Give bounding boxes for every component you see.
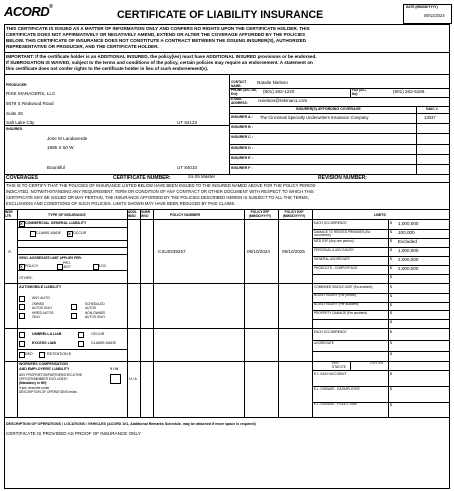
owned-autos-label: OWNED AUTOS ONLY (32, 302, 53, 310)
divider (17, 349, 127, 350)
divider (388, 219, 389, 417)
coverages-label: COVERAGES (6, 175, 38, 181)
wc-question-2: OFFICER/MEMBER EXCLUDED? (19, 377, 68, 381)
policy-label: POLICY (25, 264, 39, 268)
divider (17, 227, 127, 228)
divider (17, 254, 127, 255)
notice-line-3: BELOW. THIS CERTIFICATE OF INSURANCE DOES NOT CONSTITUTE A CONTRACT BETWEEN THE ISSUING INSURER(S), AUTHORIZED (6, 38, 307, 43)
wc-question-4: If yes, describe under (19, 386, 50, 390)
dollar-sign: $ (390, 275, 392, 279)
phone-label: PHONE (A/C, No, Ext): (231, 88, 257, 96)
dollar-sign: $ (390, 239, 392, 243)
hired-autos-checkbox[interactable] (19, 313, 25, 319)
wc-label-1: WORKERS COMPENSATION (19, 362, 68, 366)
auto-limit-label: BODILY INJURY (Per accident) (314, 302, 359, 307)
divider (4, 219, 450, 220)
gl-policy-number: CSU0239267 (158, 249, 186, 254)
insured-city: Bountiful (47, 165, 65, 170)
wc-question-3: (Mandatory in NH) (19, 381, 47, 385)
divider (4, 209, 450, 210)
auto-limit-label: PROPERTY DAMAGE (Per accident) (314, 310, 367, 315)
dollar-sign: $ (390, 230, 392, 234)
wc-label-2: AND EMPLOYERS' LIABILITY (19, 367, 70, 371)
divider (4, 283, 450, 284)
col-ltr: INSR LTR (5, 210, 13, 218)
hired-autos-label: HIRED AUTOS ONLY (32, 311, 54, 319)
naic-label: NAIC # (426, 107, 438, 111)
umbrella-limit-label: AGGREGATE (314, 340, 334, 345)
dollar-sign: $ (390, 341, 392, 345)
insurer-label: INSURER D : (231, 145, 253, 150)
claims-made-label: CLAIMS-MADE (36, 231, 61, 235)
umbrella-limit-label: EACH OCCURRENCE (314, 329, 347, 334)
insured-address: 1985 S 50 W (47, 145, 74, 150)
coverages-text-1: THIS IS TO CERTIFY THAT THE POLICIES OF INSURANCE LISTED BELOW HAVE BEEN ISSUED TO THE INSURED NAMED ABOVE FOR THE POLICY PERIOD (6, 183, 316, 188)
umbrella-liab-checkbox[interactable] (19, 332, 25, 338)
col-subr: SUBR WVD (141, 210, 151, 218)
description-text: CERTIFICATE IS PROVIDED AS PROOF OF INSURANCE ONLY (6, 431, 141, 436)
dollar-sign: $ (390, 221, 392, 225)
claims-made-checkbox[interactable] (30, 231, 36, 237)
non-owned-autos-checkbox[interactable] (71, 313, 77, 319)
acord-logo (4, 5, 52, 18)
important-line-3: this certificate does not confer rights to the certificate holder in lieu of such endorsement(s). (6, 66, 209, 71)
ded-checkbox[interactable] (19, 352, 25, 358)
wc-na: N / A (129, 377, 137, 381)
email-value: nnielson@rskman1.com (258, 98, 308, 103)
divider (140, 209, 141, 417)
auto-liability-label: AUTOMOBILE LIABILITY (19, 285, 62, 289)
project-label: PRO- JECT (63, 261, 71, 269)
wc-yn-box[interactable] (110, 374, 121, 384)
policy-checkbox[interactable] (19, 264, 25, 270)
dollar-sign: $ (390, 266, 392, 270)
divider (4, 125, 229, 126)
col-exp: POLICY EXP (MM/DD/YYYY) (282, 210, 306, 218)
divider (4, 174, 450, 175)
divider (244, 209, 245, 417)
producer-address2: Suite 26 (6, 111, 23, 116)
checked-mark-icon: X (20, 263, 23, 269)
insurer-naic: 13037 (424, 114, 436, 120)
dollar-sign: $ (390, 285, 392, 289)
important-line-2: If SUBROGATION IS WAIVED, subject to the terms and conditions of the policy, certain policies may require an endorsement. A statement on (6, 60, 313, 65)
divider (350, 88, 351, 97)
gl-exp-date: 09/10/2025 (282, 249, 305, 254)
divider (312, 274, 450, 275)
general-liability-checkbox[interactable] (19, 221, 25, 227)
notice-line-1: THIS CERTIFICATE IS ISSUED AS A MATTER OF INFORMATION ONLY AND CONFERS NO RIGHTS UPON THE CERTIFICATE HOLDER. THIS (6, 26, 310, 31)
dollar-sign: $ (390, 257, 392, 261)
scheduled-autos-checkbox[interactable] (71, 304, 77, 310)
dollar-sign: $ (390, 402, 392, 407)
producer-address1: 5679 S Redwood Road (6, 101, 54, 106)
insured-label: INSURED (6, 127, 23, 131)
insured-name: Jose M Landaverde (47, 136, 88, 141)
dollar-sign: $ (390, 387, 392, 392)
acord-logo-text: ACORD (4, 4, 50, 19)
any-auto-label: ANY AUTO (32, 296, 51, 300)
wc-limit-label: E.L. EACH ACCIDENT (314, 371, 347, 376)
divider (312, 370, 450, 371)
occur-label: OCCUR (73, 231, 87, 235)
insurer-label: INSURER B : (231, 125, 253, 130)
gl-limit-label: PERSONAL & ADV INJURY (314, 247, 354, 252)
insurer-label: INSURER C : (231, 135, 253, 140)
coverages-text-3: CERTIFICATE MAY BE ISSUED OR MAY PERTAIN, THE INSURANCE AFFORDED BY THE POLICIES DESCRIBED HEREIN IS SUBJECT TO ALL THE TERMS, (6, 195, 309, 200)
acord-logo-reg: ® (49, 4, 53, 10)
scheduled-autos-label: SCHEDULED AUTOS (85, 302, 105, 310)
important-line-1: IMPORTANT: If the certificate holder is an ADDITIONAL INSURED, the policy(ies) must have ADDITIONAL INSURED provisions or be endorsed. (6, 54, 317, 59)
phone-value: (801) 262-1220 (263, 89, 295, 94)
wc-yn: Y / N (110, 367, 118, 371)
gl-limit-value: 2,000,000 (398, 256, 419, 262)
producer-city: Salt Lake City (6, 120, 35, 125)
na-column (127, 361, 140, 389)
revision-number-label: REVISION NUMBER: (318, 175, 367, 181)
divider (4, 328, 450, 329)
wc-question-5: DESCRIPTION OF OPERATIONS below (19, 390, 77, 394)
wc-limit-label: E.L. DISEASE - EA EMPLOYEE (314, 386, 360, 391)
retention-checkbox[interactable] (39, 352, 45, 358)
gl-limit-value: 1,000,000 (398, 220, 419, 226)
dollar-sign: $ (390, 302, 392, 307)
wc-question-1: ANY PROPRIETOR/PARTNER/EXECUTIVE (19, 373, 83, 377)
notice-line-4: REPRESENTATIVE OR PRODUCER, AND THE CERTIFICATE HOLDER. (6, 44, 159, 49)
divider (17, 240, 127, 241)
loc-checkbox[interactable] (93, 264, 99, 270)
umbrella-occur-checkbox[interactable] (78, 332, 84, 338)
gl-limit-value: Excluded (398, 238, 417, 244)
divider (4, 52, 450, 53)
auto-limit-label: COMBINED SINGLE LIMIT (Ea accident) (314, 284, 373, 289)
umbrella-occur-label: OCCUR (91, 332, 105, 336)
insurer-label: INSURER F : (231, 166, 253, 170)
insured-state-zip: UT 84010 (177, 165, 198, 170)
insurers-heading: INSURER(S) AFFORDING COVERAGE (296, 107, 361, 111)
insurer-label: INSURER A : (231, 115, 253, 119)
divider (350, 361, 351, 370)
col-limits: LIMITS (374, 213, 386, 217)
description-label: DESCRIPTION OF OPERATIONS / LOCATIONS / VEHICLES (ACORD 101, Additional Remarks Schedule, may be attached if more space is required) (6, 422, 256, 426)
divider (4, 74, 450, 75)
umbrella-claims-made-label: CLAIMS-MADE (91, 341, 116, 345)
occur-checkbox[interactable] (67, 231, 73, 237)
divider (153, 209, 154, 417)
divider (312, 319, 450, 320)
divider (229, 144, 450, 145)
wc-limit-label: E.L. DISEASE - POLICY LIMIT (314, 402, 358, 407)
excess-liab-checkbox[interactable] (19, 341, 25, 347)
owned-autos-checkbox[interactable] (19, 304, 25, 310)
certificate-number: 24-25 Master (188, 174, 216, 179)
non-owned-autos-label: NON-OWNED AUTOS ONLY (85, 311, 106, 319)
date-label: DATE (MM/DD/YYYY) (406, 5, 438, 9)
aggregate-applies-label: GEN'L AGGREGATE LIMIT APPLIES PER: (19, 256, 82, 260)
divider (17, 270, 127, 271)
coverages-text-4: EXCLUSIONS AND CONDITIONS OF SUCH POLICIES. LIMITS SHOWN MAY HAVE BEEN REDUCED BY PAID CLAIMS. (6, 201, 236, 206)
dollar-sign: $ (390, 293, 392, 298)
umbrella-claims-made-checkbox[interactable] (78, 341, 84, 347)
wc-oth-er: OTH- ER (370, 361, 384, 365)
producer-label: PRODUCER (6, 83, 27, 87)
insurer-name: The Cincinnati Specialty Underwriters Insurance Company (260, 114, 369, 120)
coverages-text-2: INDICATED. NOTWITHSTANDING ANY REQUIREMENT, TERM OR CONDITION OF ANY CONTRACT OR OTHER DOCUMENT WITH RESPECT TO WHICH THIS (6, 189, 314, 194)
loc-label: LOC (99, 264, 107, 268)
col-policy: POLICY NUMBER (170, 213, 201, 217)
divider (229, 164, 450, 165)
divider (4, 417, 450, 418)
gl-limit-label: GENERAL AGGREGATE (314, 256, 350, 261)
gl-limit-value: 100,000 (398, 229, 415, 235)
col-addl: ADDL INSD (128, 210, 137, 218)
ded-label: DED (25, 352, 33, 356)
divider (229, 133, 450, 134)
dollar-sign: $ (390, 320, 392, 325)
excess-liab-label: EXCESS LIAB (32, 341, 56, 345)
divider (17, 247, 127, 248)
gl-limit-label: EACH OCCURRENCE (314, 220, 347, 225)
gl-limit-label: PRODUCTS - COMP/OP AGG (314, 265, 358, 270)
dollar-sign: $ (390, 352, 392, 356)
gl-limit-label: MED EXP (Any one person) (314, 238, 354, 243)
dollar-sign: $ (390, 372, 392, 376)
contact-name-label: CONTACT NAME: (231, 80, 247, 88)
dollar-sign: $ (390, 311, 392, 316)
gl-limit-value: 2,000,000 (398, 265, 419, 271)
general-liability-label: COMMERCIAL GENERAL LIABILITY (25, 221, 87, 225)
checked-mark-icon: X (20, 220, 23, 226)
col-type: TYPE OF INSURANCE (48, 213, 86, 217)
notice-line-2: CERTIFICATE DOES NOT AFFIRMATIVELY OR NEGATIVELY AMEND, EXTEND OR ALTER THE COVERAGE AFFORDED BY THE POLICIES (6, 32, 306, 37)
project-checkbox[interactable] (57, 264, 63, 270)
email-label: E-MAIL ADDRESS: (231, 97, 248, 105)
any-auto-checkbox[interactable] (19, 296, 25, 302)
wc-per-statute: PER STATUTE (332, 361, 347, 369)
other-label: OTHER: (19, 276, 33, 280)
gl-limit-label: DAMAGE TO RENTED PREMISES (Ea occurrence) (314, 229, 371, 237)
dollar-sign: $ (390, 248, 392, 252)
insurer-label: INSURER E : (231, 155, 253, 160)
certificate-number-label: CERTIFICATE NUMBER: (113, 175, 171, 181)
umbrella-liab-label: UMBRELLA LIAB (32, 332, 62, 336)
col-eff: POLICY EFF (MM/DD/YYYY) (248, 210, 272, 218)
dollar-sign: $ (390, 330, 392, 334)
contact-name: Natalie Nielson (257, 80, 288, 85)
retention-label: RETENTION $ (47, 352, 71, 356)
gl-limit-value: 1,000,000 (398, 247, 419, 253)
fax-label: FAX (A/C, No): (352, 88, 367, 96)
producer-name: RISK MANAGERS, LLC (6, 91, 56, 96)
ltr-a: A (8, 249, 12, 254)
divider (229, 123, 450, 124)
date-value: 09/11/2024 (424, 13, 445, 18)
divider (229, 113, 450, 114)
divider (278, 209, 279, 417)
gl-eff-date: 09/10/2024 (247, 249, 270, 254)
checked-mark-icon: X (68, 230, 71, 236)
divider (229, 154, 450, 155)
divider (312, 351, 450, 352)
producer-state-zip: UT 84123 (177, 120, 198, 125)
page-title: CERTIFICATE OF LIABILITY INSURANCE (117, 9, 324, 21)
fax-value: (801) 262-5168 (393, 89, 425, 94)
auto-limit-label: BODILY INJURY (Per person) (314, 293, 357, 298)
